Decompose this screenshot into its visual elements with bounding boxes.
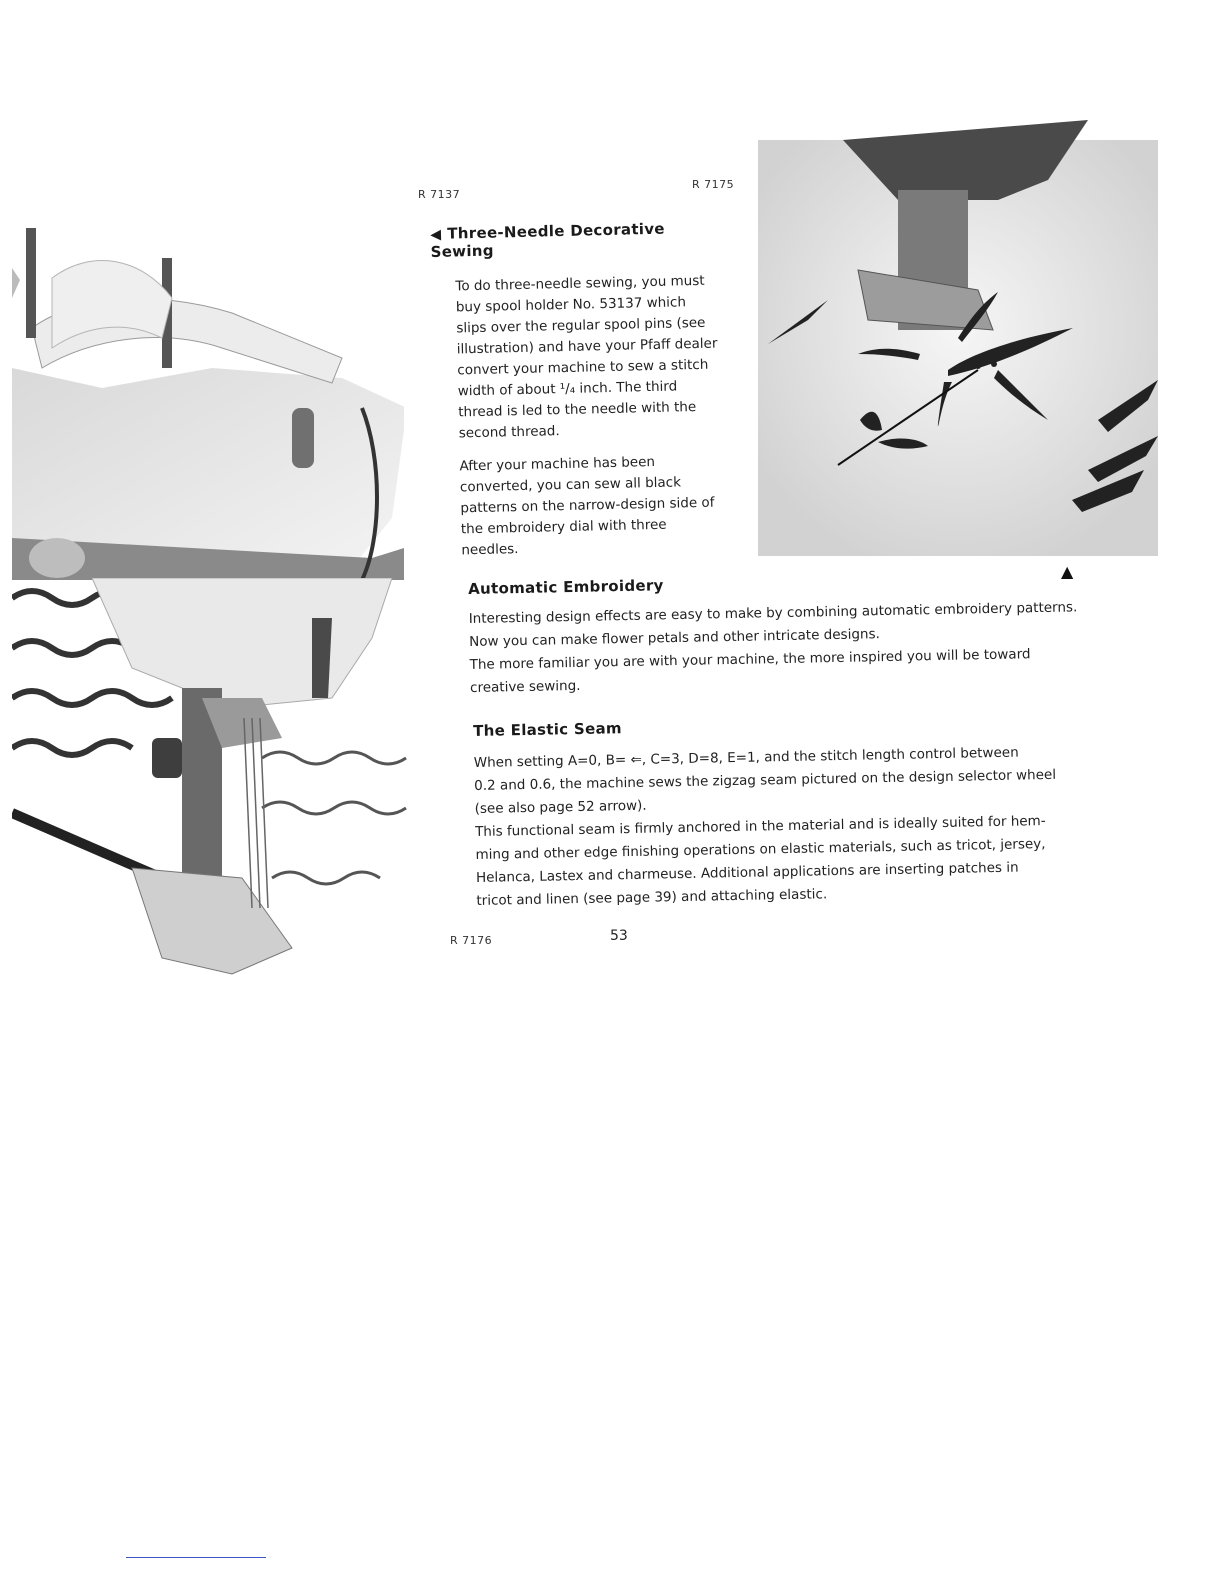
figure-ref-r7175: R 7175 bbox=[692, 178, 735, 191]
elastic-seam-section bbox=[473, 710, 1117, 913]
automatic-embroidery-line: creative sewing. bbox=[469, 677, 581, 696]
three-needle-body bbox=[431, 270, 723, 561]
left-arrow-icon: ◀ bbox=[430, 226, 442, 243]
automatic-embroidery-section bbox=[468, 568, 1110, 700]
three-needle-paragraph-1: To do three-needle sewing, you must buy spool holder No. 53137 which slips over the regular spool pins (see illustration) and have your Pfaff dealer convert your machine to sew a stitch width of about ¹/₄ inch. The third thread is led to the needle with the second thread. bbox=[455, 272, 718, 442]
photo-elastic-seam-foot bbox=[12, 578, 436, 984]
three-needle-title: Three-Needle Decorative Sewing bbox=[430, 219, 665, 261]
figure-ref-r7137: R 7137 bbox=[418, 188, 461, 201]
three-needle-heading bbox=[430, 218, 731, 261]
elastic-seam-line: Helanca, Lastex and charmeuse. Additional applications are inserting patches in bbox=[475, 859, 1019, 886]
automatic-embroidery-line: Interesting design effects are easy to make by combining automatic embroidery patterns. bbox=[468, 599, 1078, 627]
three-needle-paragraph-2: After your machine has been converted, you can sew all black patterns on the narrow-design side of the embroidery dial with three needles. bbox=[459, 453, 715, 559]
footer-rule bbox=[126, 1557, 266, 1558]
elastic-seam-line: This functional seam is firmly anchored in the material and is ideally suited for hem- bbox=[474, 813, 1046, 840]
automatic-embroidery-line: The more familiar you are with your machine, the more inspired you will be toward bbox=[469, 646, 1031, 673]
elastic-seam-line: 0.2 and 0.6, the machine sews the zigzag seam pictured on the design selector wheel bbox=[474, 766, 1057, 794]
elastic-seam-line: ming and other edge finishing operations on elastic materials, such as tricot, jersey, bbox=[475, 836, 1046, 863]
elastic-seam-line: (see also page 52 arrow). bbox=[474, 797, 647, 817]
automatic-embroidery-heading: Automatic Embroidery bbox=[468, 576, 664, 598]
elastic-seam-line: tricot and linen (see page 39) and attaching elastic. bbox=[476, 886, 828, 909]
elastic-seam-line: When setting A=0, B= ⇐, C=3, D=8, E=1, and the stitch length control between bbox=[473, 744, 1019, 771]
elastic-seam-body bbox=[474, 740, 1117, 913]
three-needle-section bbox=[430, 218, 738, 562]
up-arrow-icon: ▲ bbox=[1061, 562, 1074, 581]
automatic-embroidery-body bbox=[469, 596, 1111, 700]
page-number: 53 bbox=[610, 928, 628, 944]
photo-spool-holder bbox=[12, 218, 404, 580]
elastic-seam-heading: The Elastic Seam bbox=[473, 719, 623, 740]
automatic-embroidery-line: Now you can make flower petals and other intricate designs. bbox=[469, 626, 880, 650]
photo-automatic-embroidery bbox=[748, 120, 1160, 556]
figure-ref-r7176: R 7176 bbox=[450, 934, 493, 947]
